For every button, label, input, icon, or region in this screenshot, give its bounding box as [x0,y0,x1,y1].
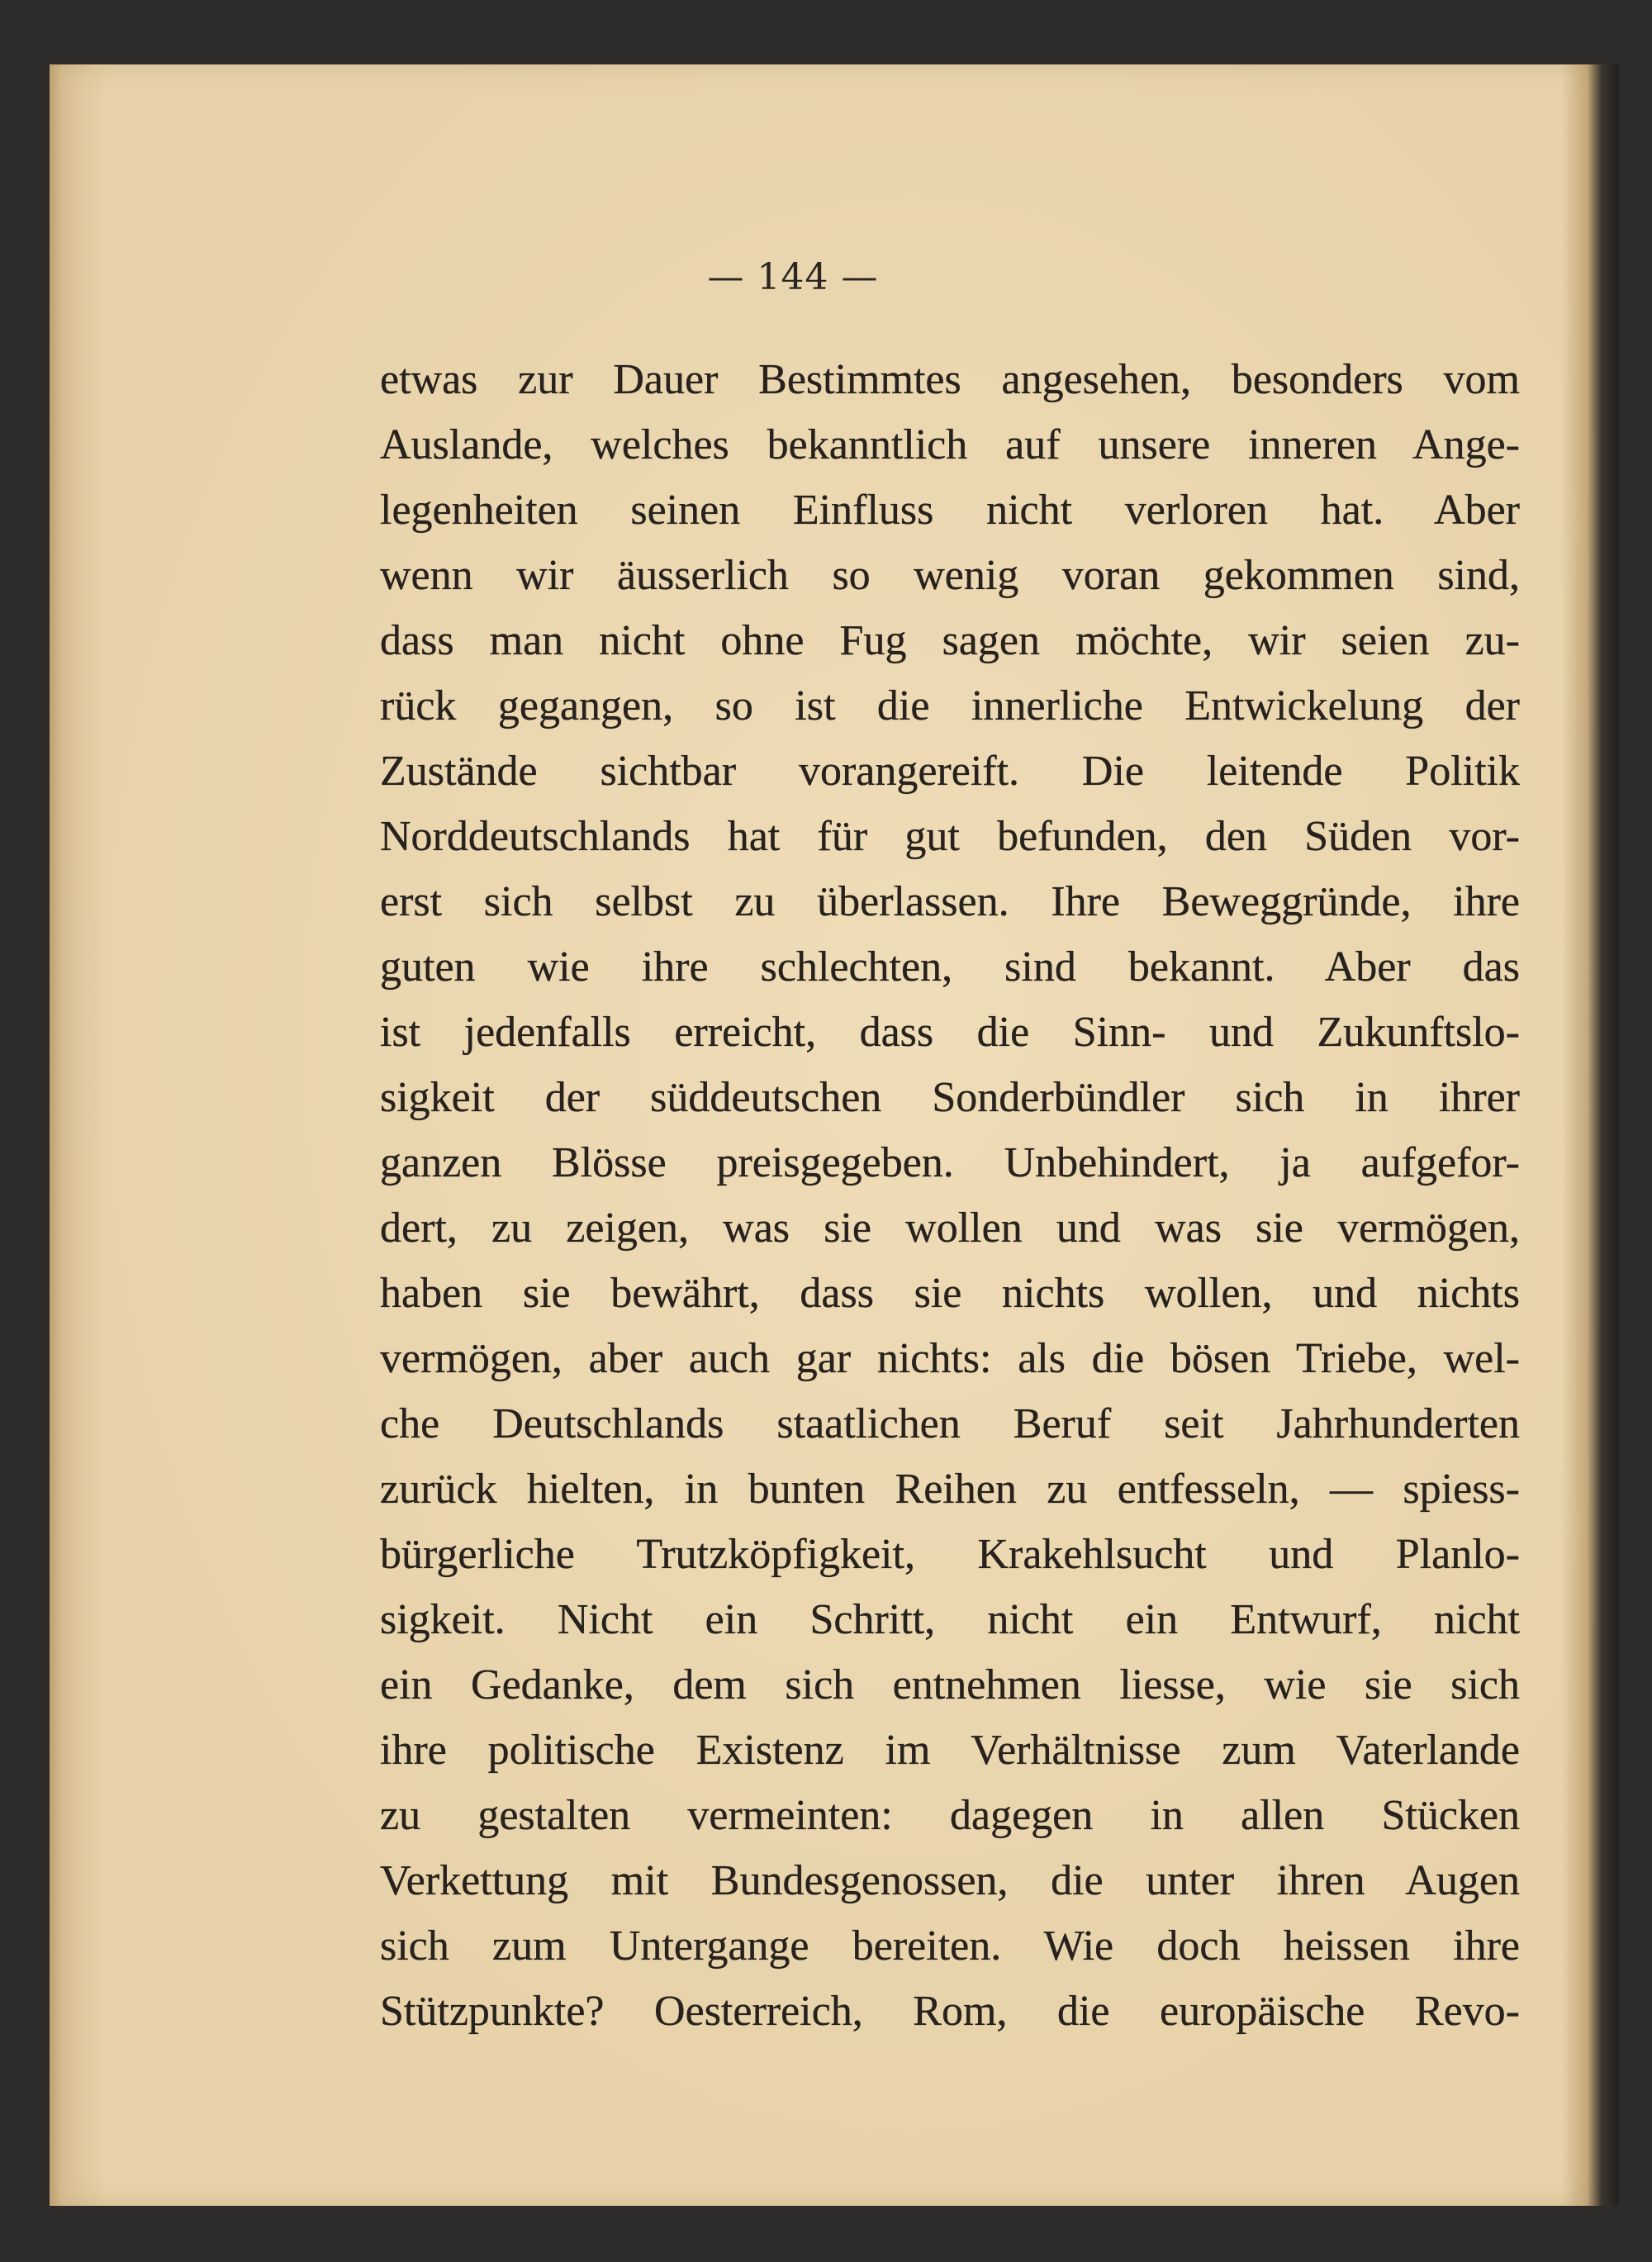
book-gutter [1561,64,1619,2206]
text-line-5: dass man nicht ohne Fug sagen möchte, wir seien zu- [380,617,1520,664]
page-number: — 144 — [707,256,879,298]
text-line-2: Auslande, welches bekanntlich auf unsere inneren Ange- [380,421,1520,468]
text-line-6: rück gegangen, so ist die innerliche Entwickelung der [380,682,1520,729]
page-left-edge [50,64,61,2206]
text-line-18: zurück hielten, in bunten Reihen zu entfesseln, — spiess- [380,1466,1520,1513]
text-line-13: ganzen Blösse preisgegeben. Unbehindert, ja aufgefor- [380,1139,1520,1186]
text-line-8: Norddeutschlands hat für gut befunden, den Süden vor- [380,813,1520,860]
text-line-9: erst sich selbst zu überlassen. Ihre Beweggründe, ihre [380,878,1520,925]
text-line-22: ihre politische Existenz im Verhältnisse zum Vaterlande [380,1727,1520,1774]
text-line-11: ist jedenfalls erreicht, dass die Sinn- und Zukunftslo- [380,1009,1520,1056]
text-line-19: bürgerliche Trutzköpfigkeit, Krakehlsucht und Planlo- [380,1531,1520,1578]
text-line-23: zu gestalten vermeinten: dagegen in allen Stücken [380,1792,1520,1839]
text-line-12: sigkeit der süddeutschen Sonderbündler sich in ihrer [380,1074,1520,1121]
text-line-1: etwas zur Dauer Bestimmtes angesehen, besonders vom [380,356,1520,403]
text-line-4: wenn wir äusserlich so wenig voran gekommen sind, [380,552,1520,599]
text-line-14: dert, zu zeigen, was sie wollen und was sie vermögen, [380,1205,1520,1252]
paper-page [50,64,1619,2206]
text-line-17: che Deutschlands staatlichen Beruf seit Jahrhunderten [380,1400,1520,1447]
text-line-15: haben sie bewährt, dass sie nichts wollen, und nichts [380,1270,1520,1317]
text-line-3: legenheiten seinen Einfluss nicht verloren hat. Aber [380,487,1520,534]
text-line-21: ein Gedanke, dem sich entnehmen liesse, wie sie sich [380,1661,1520,1708]
text-line-7: Zustände sichtbar vorangereift. Die leitende Politik [380,748,1520,795]
text-line-26: Stützpunkte? Oesterreich, Rom, die europäische Revo- [380,1988,1520,2035]
text-line-20: sigkeit. Nicht ein Schritt, nicht ein Entwurf, nicht [380,1596,1520,1643]
text-line-16: vermögen, aber auch gar nichts: als die bösen Triebe, wel- [380,1335,1520,1382]
text-line-10: guten wie ihre schlechten, sind bekannt. Aber das [380,943,1520,991]
text-line-24: Verkettung mit Bundesgenossen, die unter ihren Augen [380,1857,1520,1904]
body-text [380,347,1520,2044]
text-line-25: sich zum Untergange bereiten. Wie doch heissen ihre [380,1922,1520,1970]
